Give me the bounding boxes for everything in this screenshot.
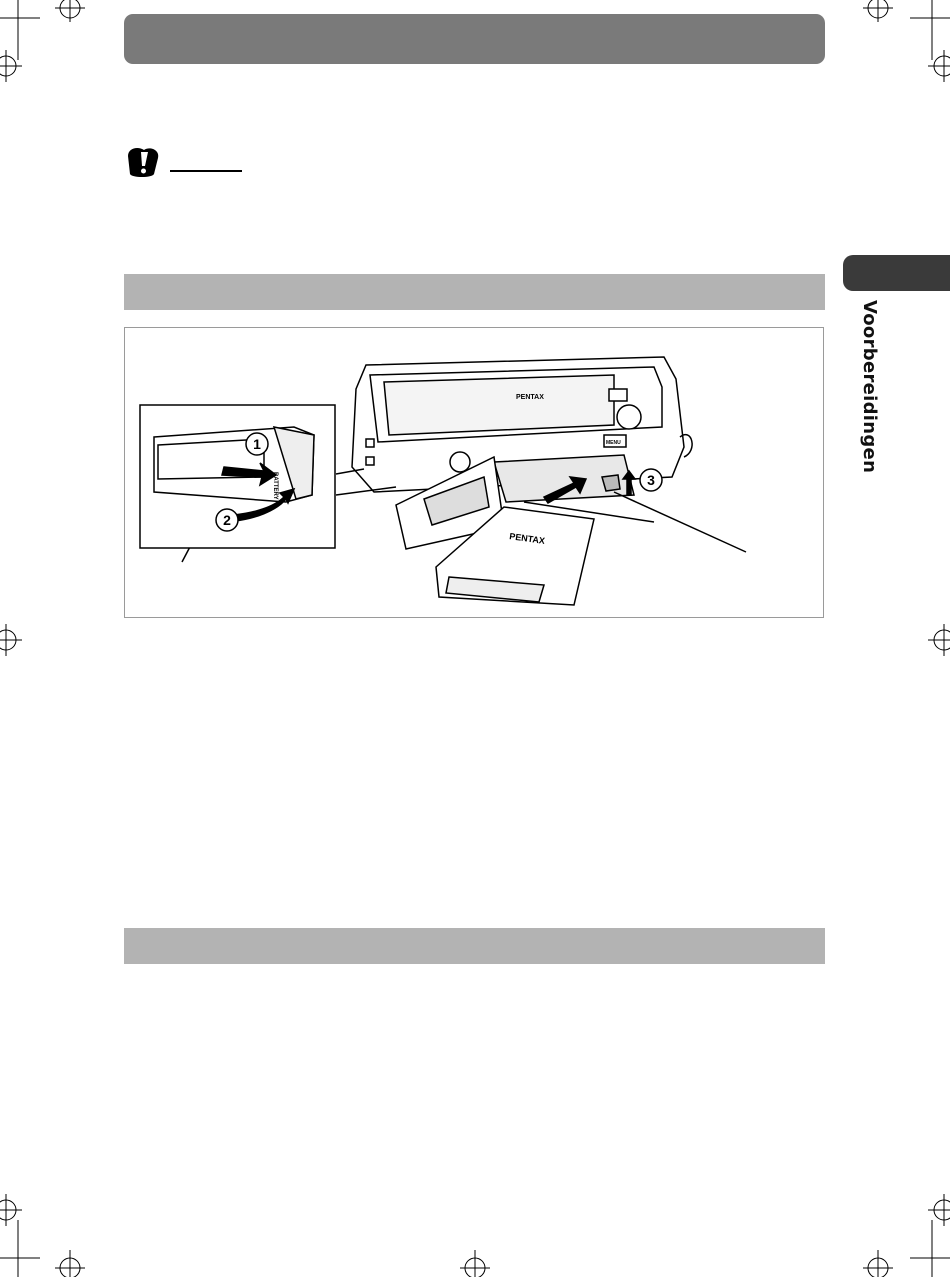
menu-label: MENU — [606, 440, 621, 446]
battery-insertion-illustration — [124, 327, 824, 618]
battery-brand: PENTAX — [508, 531, 546, 546]
section-bar-1 — [124, 274, 825, 310]
chapter-tab — [843, 255, 950, 291]
caution-icon — [124, 144, 162, 180]
camera-brand: PENTAX — [516, 394, 544, 401]
camera-button-round — [617, 405, 641, 429]
camera-screen — [384, 375, 614, 435]
callout-2: 2 — [223, 512, 231, 528]
callout-3: 3 — [647, 472, 655, 488]
chapter-label: Voorbereidingen — [859, 300, 880, 474]
section-bar-2 — [124, 928, 825, 964]
camera-play-button — [609, 389, 627, 401]
battery-lock-lever — [602, 475, 620, 491]
page-title-bar — [124, 14, 825, 64]
caution-underline — [170, 170, 242, 172]
callout-1: 1 — [253, 436, 261, 452]
tripod-socket — [450, 452, 470, 472]
door-label: BATTERY — [272, 472, 278, 500]
